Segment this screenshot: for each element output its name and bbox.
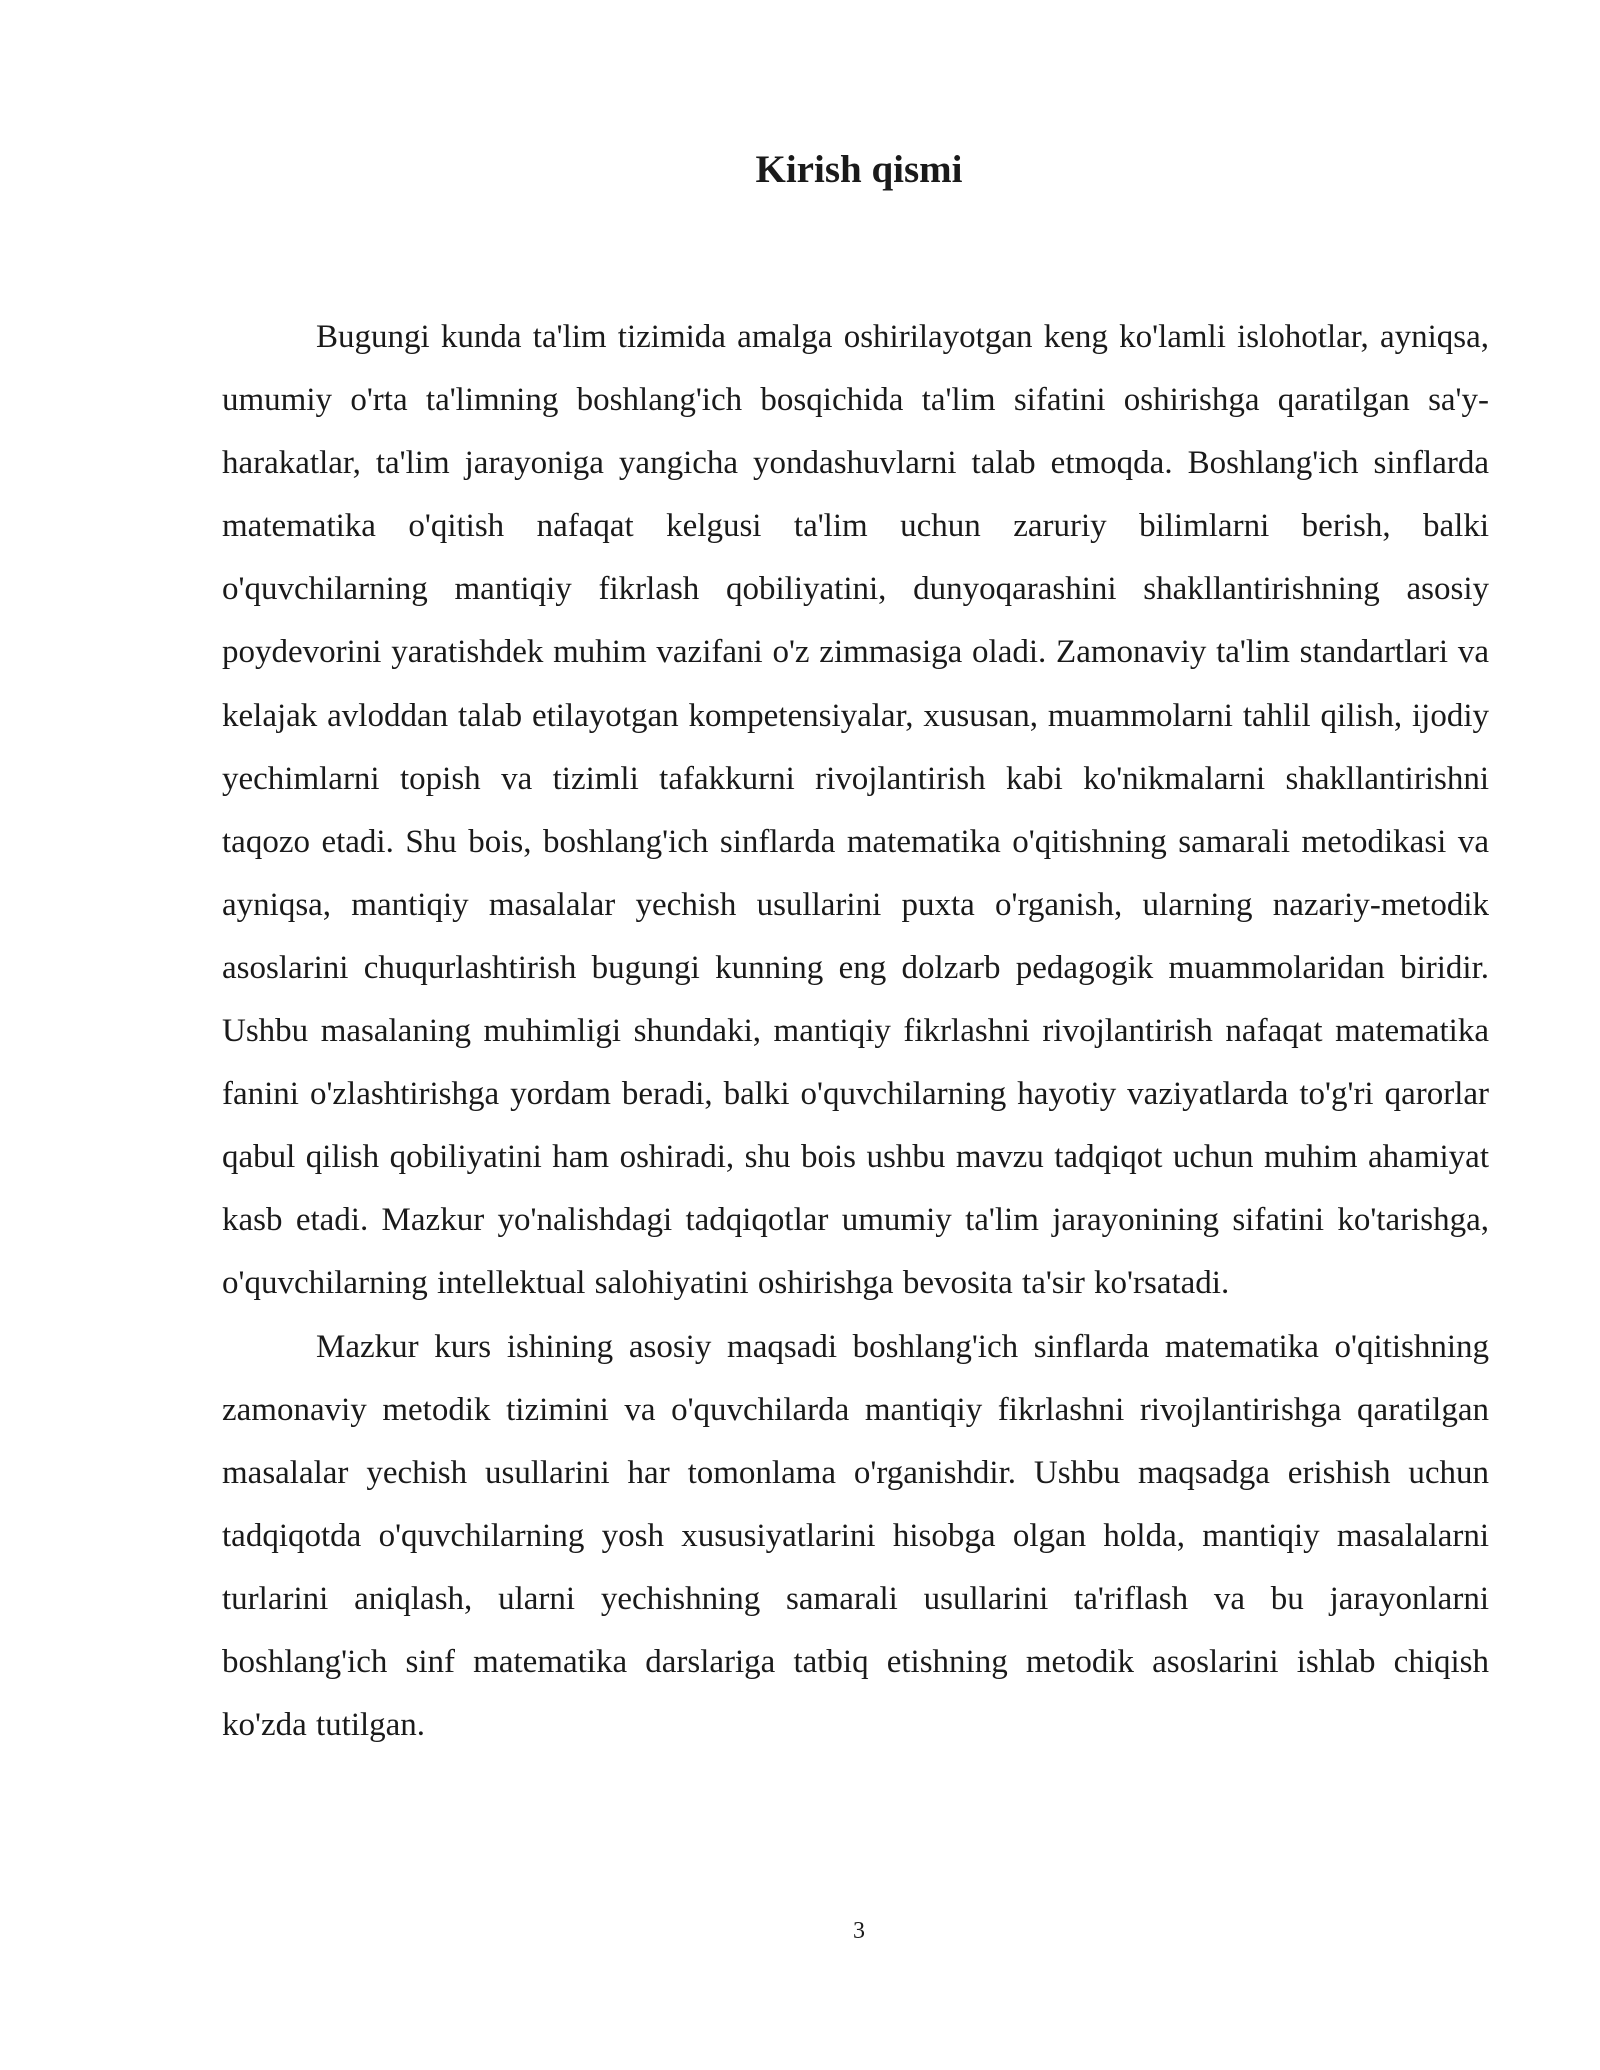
page-title: Kirish qismi	[755, 148, 963, 191]
body-text	[222, 306, 1489, 1757]
paragraph-intro: Bugungi kunda ta'lim tizimida amalga oshirilayotgan keng ko'lamli islohotlar, ayniqsa, umumiy o'rta ta'limning boshlang'ich bosqichida ta'lim sifatini oshirishga qaratilgan sa'y-harakatlar, ta'lim jarayoniga yangicha yondashuvlarni talab etmoqda. Boshlang'ich sinflarda matematika o'qitish nafaqat kelgusi ta'lim uchun zaruriy bilimlarni berish, balki o'quvchilarning mantiqiy fikrlash qobiliyatini, dunyoqarashini shakllantirishning asosiy poydevorini yaratishdek muhim vazifani o'z zimmasiga oladi. Zamonaviy ta'lim standartlari va kelajak avloddan talab etilayotgan kompetensiyalar, xususan, muammolarni tahlil qilish, ijodiy yechimlarni topish va tizimli tafakkurni rivojlantirish kabi ko'nikmalarni shakllantirishni taqozo etadi. Shu bois, boshlang'ich sinflarda matematika o'qitishning samarali metodikasi va ayniqsa, mantiqiy masalalar yechish usullarini puxta o'rganish, ularning nazariy-metodik asoslarini chuqurlashtirish bugungi kunning eng dolzarb pedagogik muammolaridan biridir. Ushbu masalaning muhimligi shundaki, mantiqiy fikrlashni rivojlantirish nafaqat matematika fanini o'zlashtirishga yordam beradi, balki o'quvchilarning hayotiy vaziyatlarda to'g'ri qarorlar qabul qilish qobiliyatini ham oshiradi, shu bois ushbu mavzu tadqiqot uchun muhim ahamiyat kasb etadi. Mazkur yo'nalishdagi tadqiqotlar umumiy ta'lim jarayonining sifatini ko'tarishga, o'quvchilarning intellektual salohiyatini oshirishga bevosita ta'sir ko'rsatadi.	[222, 319, 1489, 1302]
page-number: 3	[853, 1918, 865, 1944]
paragraph-goal: Mazkur kurs ishining asosiy maqsadi boshlang'ich sinflarda matematika o'qitishning zamonaviy metodik tizimini va o'quvchilarda mantiqiy fikrlashni rivojlantirishga qaratilgan masalalar yechish usullarini har tomonlama o'rganishdir. Ushbu maqsadga erishish uchun tadqiqotda o'quvchilarning yosh xususiyatlarini hisobga olgan holda, mantiqiy masalalarni turlarini aniqlash, ularni yechishning samarali usullarini ta'riflash va bu jarayonlarni boshlang'ich sinf matematika darslariga tatbiq etishning metodik asoslarini ishlab chiqish ko'zda tutilgan.	[222, 1328, 1489, 1744]
